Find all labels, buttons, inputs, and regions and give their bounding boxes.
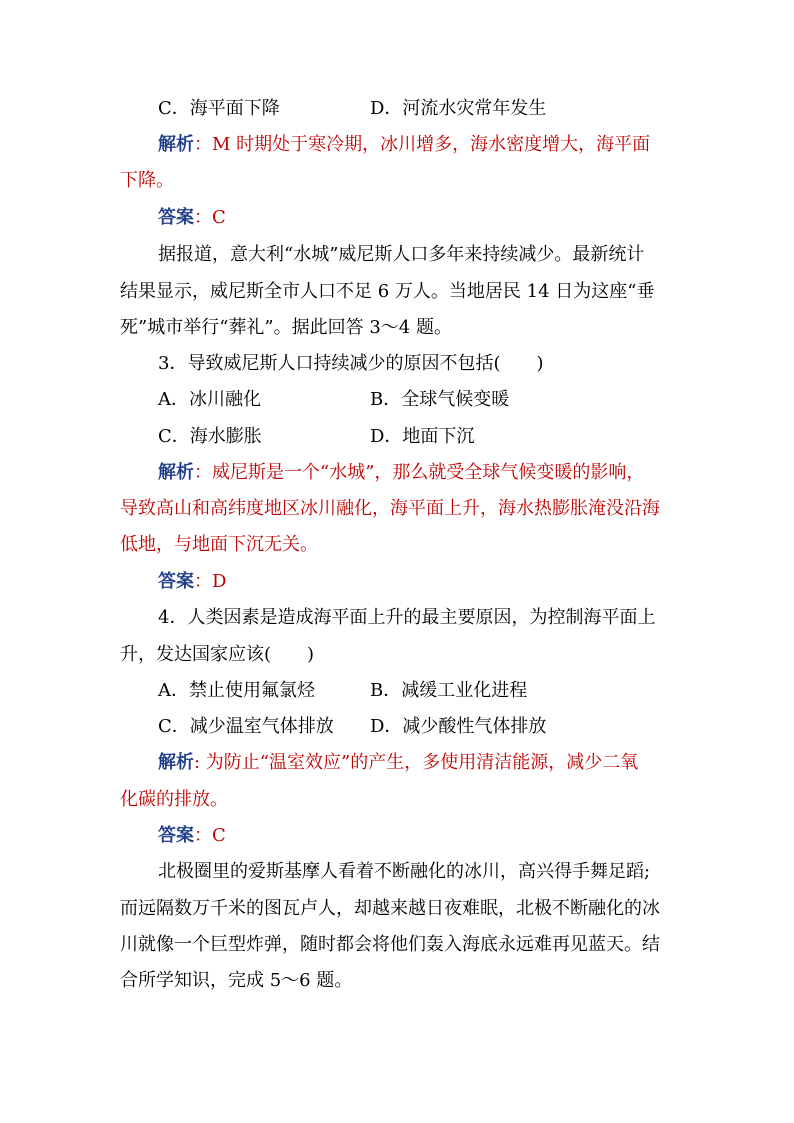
q3-option-c: C．海水膨胀: [158, 426, 262, 447]
q3-option-b: B．全球气候变暖: [370, 389, 510, 410]
q3-analysis-line-2: 导致高山和高纬度地区冰川融化，海平面上升，海水热膨胀淹没沿海: [120, 498, 660, 519]
passage1-line-2: 结果显示，威尼斯全市人口不足 6 万人。当地居民 14 日为这座“垂: [120, 281, 655, 302]
q4-answer: 答案：C: [158, 825, 226, 846]
passage1-line-3: 死”城市举行“葬礼”。据此回答 3～4 题。: [120, 317, 452, 338]
analysis-label: 解析: [158, 462, 194, 483]
answer-label: 答案: [158, 207, 194, 228]
q3-analysis-line-1: 解析：威尼斯是一个“水城”，那么就受全球气候变暖的影响，: [158, 462, 645, 483]
q4-stem-line-1: 4．人类因素是造成海平面上升的最主要原因，为控制海平面上: [158, 607, 656, 628]
q3-analysis-line-3: 低地，与地面下沉无关。: [120, 534, 318, 555]
passage2-line-4: 合所学知识，完成 5～6 题。: [120, 970, 353, 991]
passage1-line-1: 据报道，意大利“水城”威尼斯人口多年来持续减少。最新统计: [158, 244, 645, 265]
q4-option-c: C．减少温室气体排放: [158, 716, 334, 737]
passage2-line-3: 川就像一个巨型炸弹，随时都会将他们轰入海底永远难再见蓝天。结: [120, 934, 660, 955]
q4-option-b: B．减缓工业化进程: [370, 680, 528, 701]
q3-answer: 答案：D: [158, 571, 227, 592]
q2-analysis-line-2: 下降。: [120, 170, 174, 191]
q2-analysis-line-1: 解析：M 时期处于寒冷期，冰川增多，海水密度增大，海平面: [158, 134, 651, 155]
analysis-label: 解析: [158, 134, 194, 155]
answer-label: 答案: [158, 825, 194, 846]
q2-answer: 答案：C: [158, 207, 226, 228]
answer-label: 答案: [158, 571, 194, 592]
passage2-line-1: 北极圈里的爱斯基摩人看着不断融化的冰川，高兴得手舞足蹈;: [158, 861, 651, 882]
q3-option-d: D．地面下沉: [370, 426, 475, 447]
q4-stem-line-2: 升，发达国家应该( ): [120, 644, 315, 665]
analysis-label: 解析: [158, 752, 194, 773]
q2-option-c: C．海平面下降: [158, 98, 280, 119]
q3-option-a: A．冰川融化: [158, 389, 261, 410]
q4-analysis-line-2: 化碳的排放。: [120, 789, 228, 810]
q4-analysis-line-1: 解析: 为防止“温室效应”的产生，多使用清洁能源，减少二氧: [158, 752, 639, 773]
q3-stem: 3．导致威尼斯人口持续减少的原因不包括( ): [158, 353, 544, 374]
q4-option-d: D．减少酸性气体排放: [370, 716, 547, 737]
q4-option-a: A．禁止使用氟氯烃: [158, 680, 315, 701]
q2-option-d: D．河流水灾常年发生: [370, 98, 547, 119]
passage2-line-2: 而远隔数万千米的图瓦卢人，却越来越日夜难眠，北极不断融化的冰: [120, 898, 660, 919]
